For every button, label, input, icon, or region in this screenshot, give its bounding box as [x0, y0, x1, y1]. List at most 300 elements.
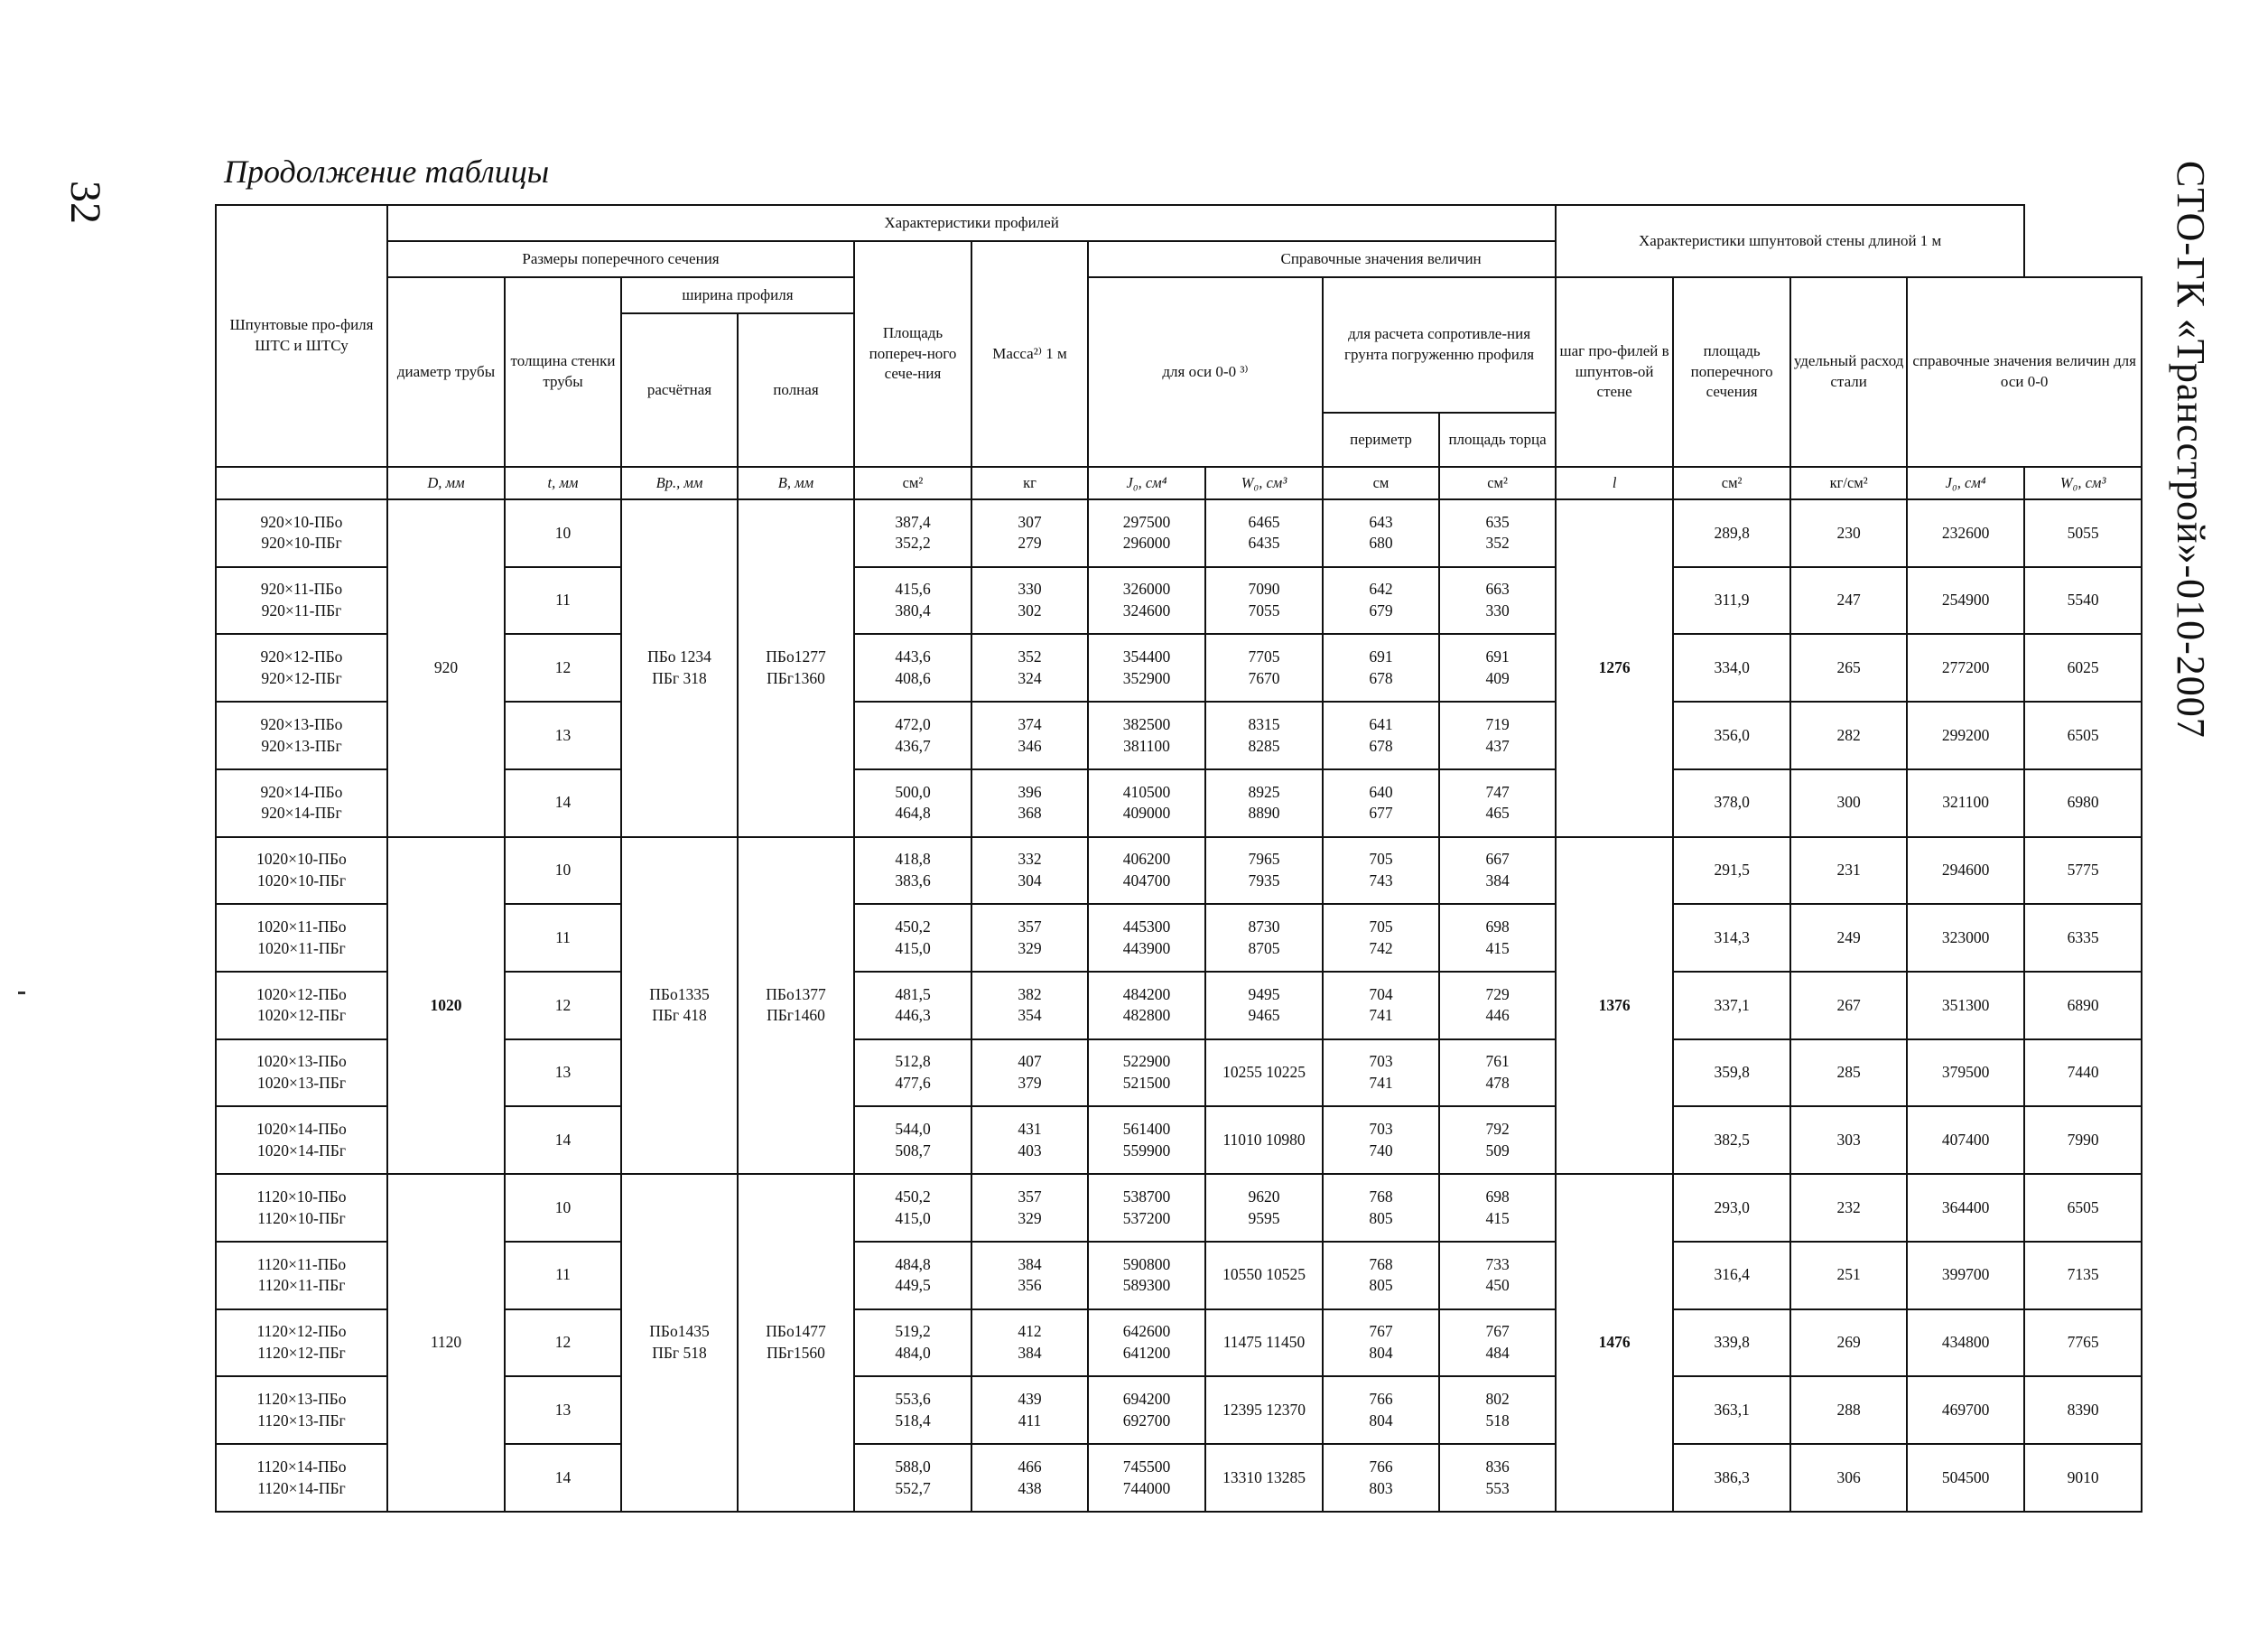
- width-calc-cell-line: ПБо 1234: [647, 647, 711, 666]
- wall-w-cell: 6505: [2024, 1174, 2142, 1242]
- mass-cell-line: 384: [1018, 1343, 1042, 1362]
- table-row: [216, 567, 2142, 635]
- mass-cell-line: 330: [1018, 580, 1042, 599]
- end-area-cell-line: 733: [1485, 1254, 1510, 1273]
- wall-area-cell: 386,3: [1673, 1444, 1790, 1512]
- table-row: [216, 1242, 2142, 1309]
- mass-cell-line: 304: [1018, 871, 1042, 889]
- steel-cell: 230: [1790, 499, 1907, 567]
- perimeter-cell-line: 768: [1369, 1254, 1393, 1273]
- width-full-cell-line: ПБо1377: [766, 984, 826, 1003]
- mass-cell: [971, 1309, 1088, 1377]
- mass-cell-line: 329: [1018, 1208, 1042, 1227]
- j-cell: [1088, 837, 1205, 905]
- mass-cell-line: 438: [1018, 1478, 1042, 1497]
- area-cell: [854, 769, 971, 837]
- perimeter-cell-line: 678: [1369, 736, 1393, 755]
- mass-cell-line: 407: [1018, 1052, 1042, 1071]
- thickness-cell: 13: [505, 702, 621, 769]
- profile-name-line: 1020×11-ПБо: [256, 917, 347, 936]
- end-area-cell: [1439, 837, 1556, 905]
- j-cell-line: 382500: [1122, 714, 1171, 733]
- perimeter-cell-line: 678: [1369, 668, 1393, 687]
- w-cell: 11010 10980: [1205, 1106, 1323, 1174]
- unit-cell: кг: [971, 467, 1088, 499]
- profile-name: [216, 1174, 387, 1242]
- table-row: [216, 1106, 2142, 1174]
- perimeter-cell: [1323, 837, 1439, 905]
- area-cell: [854, 1309, 971, 1377]
- end-area-cell-line: 478: [1485, 1074, 1510, 1093]
- w-cell: 12395 12370: [1205, 1376, 1323, 1444]
- j-cell-line: 559900: [1122, 1141, 1171, 1159]
- width-full-cell: [738, 499, 854, 837]
- j-cell: [1088, 1106, 1205, 1174]
- steel-cell: 251: [1790, 1242, 1907, 1309]
- perimeter-cell: [1323, 499, 1439, 567]
- area-cell-line: 552,7: [895, 1478, 931, 1497]
- w-cell-line: 6465: [1248, 512, 1280, 531]
- table-row: [216, 972, 2142, 1039]
- perimeter-cell-line: 767: [1369, 1322, 1393, 1341]
- perimeter-cell: [1323, 1242, 1439, 1309]
- unit-cell: Bр., мм: [621, 467, 738, 499]
- area-cell: [854, 499, 971, 567]
- mass-cell-line: 302: [1018, 601, 1042, 620]
- w-cell: [1205, 972, 1323, 1039]
- wall-w-cell: 8390: [2024, 1376, 2142, 1444]
- w-cell-line: 7705: [1248, 647, 1280, 666]
- perimeter-cell-line: 805: [1369, 1276, 1393, 1295]
- j-cell-line: 537200: [1122, 1208, 1171, 1227]
- end-area-cell-line: 698: [1485, 1187, 1510, 1206]
- w-cell-line: 8705: [1248, 938, 1280, 957]
- thickness-cell: 12: [505, 972, 621, 1039]
- j-cell: [1088, 1174, 1205, 1242]
- wall-w-cell: 7135: [2024, 1242, 2142, 1309]
- j-cell-line: 443900: [1122, 938, 1171, 957]
- j-cell-line: 326000: [1122, 580, 1171, 599]
- unit-cell: D, мм: [387, 467, 505, 499]
- end-area-cell-line: 719: [1485, 714, 1510, 733]
- page-number: 32: [61, 181, 109, 224]
- j-cell-line: 538700: [1122, 1187, 1171, 1206]
- j-cell-line: 354400: [1122, 647, 1171, 666]
- profile-name: [216, 769, 387, 837]
- profile-name-line: 1020×12-ПБо: [256, 984, 347, 1003]
- thickness-cell: 10: [505, 499, 621, 567]
- j-cell: [1088, 1444, 1205, 1512]
- wall-area-cell: 314,3: [1673, 904, 1790, 972]
- mass-cell: [971, 769, 1088, 837]
- j-cell-line: 694200: [1122, 1390, 1171, 1409]
- wall-j-cell: 294600: [1907, 837, 2024, 905]
- area-cell-line: 387,4: [895, 512, 931, 531]
- thickness-cell: 13: [505, 1376, 621, 1444]
- perimeter-cell-line: 804: [1369, 1343, 1393, 1362]
- perimeter-cell-line: 703: [1369, 1120, 1393, 1139]
- header-thickness: толщина стенки трубы: [505, 277, 621, 467]
- w-cell: [1205, 904, 1323, 972]
- steel-cell: 265: [1790, 634, 1907, 702]
- area-cell-line: 443,6: [895, 647, 931, 666]
- w-cell-line: 7090: [1248, 580, 1280, 599]
- area-cell-line: 383,6: [895, 871, 931, 889]
- end-area-cell-line: 415: [1485, 1208, 1510, 1227]
- w-cell: [1205, 499, 1323, 567]
- j-cell: [1088, 904, 1205, 972]
- profile-name-line: 1020×10-ПБг: [256, 871, 347, 889]
- steel-cell: 247: [1790, 567, 1907, 635]
- wall-j-cell: 321100: [1907, 769, 2024, 837]
- profile-name: [216, 702, 387, 769]
- mass-cell-line: 379: [1018, 1074, 1042, 1093]
- wall-j-cell: 277200: [1907, 634, 2024, 702]
- header-dimensions: Размеры поперечного сечения: [387, 241, 854, 277]
- mass-cell-line: 396: [1018, 782, 1042, 801]
- end-area-cell: [1439, 972, 1556, 1039]
- steel-cell: 249: [1790, 904, 1907, 972]
- w-cell-line: 8285: [1248, 736, 1280, 755]
- thickness-cell: 13: [505, 1039, 621, 1107]
- unit-cell: B, мм: [738, 467, 854, 499]
- j-cell-line: 410500: [1122, 782, 1171, 801]
- end-area-cell: [1439, 1242, 1556, 1309]
- table-row: [216, 1174, 2142, 1242]
- wall-area-cell: 337,1: [1673, 972, 1790, 1039]
- area-cell-line: 464,8: [895, 804, 931, 823]
- mass-cell: [971, 1039, 1088, 1107]
- width-full-cell-line: ПБг1360: [767, 668, 825, 687]
- perimeter-cell-line: 643: [1369, 512, 1393, 531]
- wall-j-cell: 379500: [1907, 1039, 2024, 1107]
- unit-cell: l: [1556, 467, 1673, 499]
- j-cell-line: 482800: [1122, 1006, 1171, 1025]
- profile-name-line: 1020×12-ПБг: [256, 1006, 347, 1025]
- width-calc-cell-line: ПБг 418: [652, 1006, 707, 1025]
- header-width-full: полная: [738, 313, 854, 467]
- w-cell: 13310 13285: [1205, 1444, 1323, 1512]
- profile-name: [216, 1106, 387, 1174]
- end-area-cell: [1439, 769, 1556, 837]
- wall-area-cell: 359,8: [1673, 1039, 1790, 1107]
- j-cell-line: 296000: [1122, 534, 1171, 553]
- area-cell-line: 508,7: [895, 1141, 931, 1159]
- j-cell-line: 352900: [1122, 668, 1171, 687]
- diameter-cell: 1020: [387, 837, 505, 1175]
- end-area-cell-line: 691: [1485, 647, 1510, 666]
- perimeter-cell: [1323, 1309, 1439, 1377]
- w-cell-line: 7965: [1248, 850, 1280, 869]
- mass-cell-line: 354: [1018, 1006, 1042, 1025]
- perimeter-cell-line: 804: [1369, 1411, 1393, 1429]
- profile-name-line: 1120×12-ПБг: [257, 1343, 346, 1362]
- steel-cell: 232: [1790, 1174, 1907, 1242]
- area-cell: [854, 634, 971, 702]
- perimeter-cell-line: 805: [1369, 1208, 1393, 1227]
- profile-name: [216, 499, 387, 567]
- area-cell-line: 415,0: [895, 938, 931, 957]
- j-cell-line: 642600: [1122, 1322, 1171, 1341]
- profile-name: [216, 972, 387, 1039]
- end-area-cell-line: 384: [1485, 871, 1510, 889]
- end-area-cell: [1439, 1039, 1556, 1107]
- wall-j-cell: 469700: [1907, 1376, 2024, 1444]
- w-cell: [1205, 837, 1323, 905]
- area-cell-line: 544,0: [895, 1120, 931, 1139]
- perimeter-cell-line: 641: [1369, 714, 1393, 733]
- mass-cell-line: 403: [1018, 1141, 1042, 1159]
- thickness-cell: 12: [505, 1309, 621, 1377]
- area-cell-line: 484,8: [895, 1254, 931, 1273]
- j-cell-line: 445300: [1122, 917, 1171, 936]
- w-cell-line: 8890: [1248, 804, 1280, 823]
- steel-cell: 231: [1790, 837, 1907, 905]
- wall-w-cell: 6890: [2024, 972, 2142, 1039]
- profile-name: [216, 1444, 387, 1512]
- area-cell-line: 588,0: [895, 1457, 931, 1476]
- perimeter-cell: [1323, 702, 1439, 769]
- j-cell: [1088, 499, 1205, 567]
- mass-cell-line: 352: [1018, 647, 1042, 666]
- j-cell: [1088, 702, 1205, 769]
- profile-name-line: 1020×13-ПБг: [256, 1074, 347, 1093]
- profile-name-line: 920×13-ПБо: [260, 714, 343, 733]
- profile-name-line: 1020×14-ПБг: [256, 1141, 347, 1159]
- steel-cell: 269: [1790, 1309, 1907, 1377]
- header-area: Площадь попереч-ного сече-ния: [854, 241, 971, 467]
- table-row: [216, 634, 2142, 702]
- area-cell-line: 436,7: [895, 736, 931, 755]
- w-cell-line: 8730: [1248, 917, 1280, 936]
- profile-name-line: 920×10-ПБг: [261, 534, 342, 553]
- header-width: ширина профиля: [621, 277, 854, 313]
- profile-name: [216, 1039, 387, 1107]
- perimeter-cell-line: 640: [1369, 782, 1393, 801]
- end-area-cell-line: 761: [1485, 1052, 1510, 1071]
- thickness-cell: 10: [505, 837, 621, 905]
- perimeter-cell-line: 741: [1369, 1074, 1393, 1093]
- width-calc-cell-line: ПБо1435: [649, 1322, 710, 1341]
- w-cell-line: 7670: [1248, 668, 1280, 687]
- perimeter-cell-line: 642: [1369, 580, 1393, 599]
- perimeter-cell-line: 741: [1369, 1006, 1393, 1025]
- thickness-cell: 11: [505, 904, 621, 972]
- mass-cell: [971, 1376, 1088, 1444]
- header-end-area: площадь торца: [1439, 413, 1556, 467]
- thickness-cell: 12: [505, 634, 621, 702]
- wall-area-cell: 293,0: [1673, 1174, 1790, 1242]
- profile-name-line: 920×14-ПБг: [261, 804, 342, 823]
- w-cell: [1205, 567, 1323, 635]
- area-cell: [854, 837, 971, 905]
- w-cell-line: 8925: [1248, 782, 1280, 801]
- header-mass: Масса²⁾ 1 м: [971, 241, 1088, 467]
- end-area-cell-line: 747: [1485, 782, 1510, 801]
- table-row: [216, 1309, 2142, 1377]
- area-cell: [854, 567, 971, 635]
- width-calc-cell: [621, 837, 738, 1175]
- header-characteristics: Характеристики профилей: [387, 205, 1556, 241]
- j-cell-line: 561400: [1122, 1120, 1171, 1139]
- perimeter-cell: [1323, 1376, 1439, 1444]
- wall-area-cell: 382,5: [1673, 1106, 1790, 1174]
- profile-name: [216, 904, 387, 972]
- j-cell-line: 521500: [1122, 1074, 1171, 1093]
- end-area-cell-line: 330: [1485, 601, 1510, 620]
- area-cell: [854, 1242, 971, 1309]
- header-reference: Справочные значения величин: [1088, 241, 1673, 277]
- table-row: [216, 702, 2142, 769]
- mass-cell-line: 374: [1018, 714, 1042, 733]
- unit-cell: кг/см²: [1790, 467, 1907, 499]
- header-profiles: Шпунтовые про-филя ШТС и ШТСу: [216, 205, 387, 467]
- scan-mark: [18, 992, 25, 994]
- end-area-cell-line: 437: [1485, 736, 1510, 755]
- step-cell: 1376: [1556, 837, 1673, 1175]
- perimeter-cell: [1323, 904, 1439, 972]
- end-area-cell-line: 663: [1485, 580, 1510, 599]
- j-cell: [1088, 1376, 1205, 1444]
- perimeter-cell-line: 680: [1369, 534, 1393, 553]
- profile-name-line: 1120×11-ПБо: [256, 1254, 347, 1273]
- area-cell-line: 512,8: [895, 1052, 931, 1071]
- area-cell-line: 415,0: [895, 1208, 931, 1227]
- thickness-cell: 14: [505, 1106, 621, 1174]
- header-perimeter: периметр: [1323, 413, 1439, 467]
- end-area-cell-line: 484: [1485, 1343, 1510, 1362]
- mass-cell-line: 382: [1018, 984, 1042, 1003]
- end-area-cell-line: 415: [1485, 938, 1510, 957]
- end-area-cell: [1439, 499, 1556, 567]
- area-cell-line: 472,0: [895, 714, 931, 733]
- wall-area-cell: 316,4: [1673, 1242, 1790, 1309]
- mass-cell: [971, 972, 1088, 1039]
- area-cell: [854, 972, 971, 1039]
- steel-cell: 282: [1790, 702, 1907, 769]
- thickness-cell: 14: [505, 769, 621, 837]
- mass-cell-line: 332: [1018, 850, 1042, 869]
- area-cell-line: 450,2: [895, 917, 931, 936]
- header-width-calc: расчётная: [621, 313, 738, 467]
- end-area-cell: [1439, 1106, 1556, 1174]
- j-cell: [1088, 1242, 1205, 1309]
- perimeter-cell: [1323, 634, 1439, 702]
- table-row: [216, 1444, 2142, 1512]
- end-area-cell: [1439, 702, 1556, 769]
- thickness-cell: 10: [505, 1174, 621, 1242]
- end-area-cell-line: 635: [1485, 512, 1510, 531]
- mass-cell-line: 329: [1018, 938, 1042, 957]
- perimeter-cell-line: 766: [1369, 1390, 1393, 1409]
- profile-name-line: 1020×11-ПБг: [257, 938, 346, 957]
- unit-cell: t, мм: [505, 467, 621, 499]
- mass-cell-line: 431: [1018, 1120, 1042, 1139]
- perimeter-cell-line: 766: [1369, 1457, 1393, 1476]
- wall-area-cell: 291,5: [1673, 837, 1790, 905]
- wall-j-cell: 323000: [1907, 904, 2024, 972]
- diameter-cell: 1120: [387, 1174, 505, 1512]
- mass-cell: [971, 634, 1088, 702]
- units-blank: [216, 467, 387, 499]
- j-cell: [1088, 567, 1205, 635]
- end-area-cell: [1439, 904, 1556, 972]
- end-area-cell: [1439, 1376, 1556, 1444]
- width-calc-cell-line: ПБо1335: [649, 984, 710, 1003]
- wall-w-cell: 6980: [2024, 769, 2142, 837]
- area-cell-line: 446,3: [895, 1006, 931, 1025]
- area-cell: [854, 904, 971, 972]
- perimeter-cell-line: 768: [1369, 1187, 1393, 1206]
- step-cell: 1476: [1556, 1174, 1673, 1512]
- steel-cell: 288: [1790, 1376, 1907, 1444]
- profile-name: [216, 634, 387, 702]
- perimeter-cell-line: 704: [1369, 984, 1393, 1003]
- width-full-cell-line: ПБг1560: [767, 1344, 825, 1363]
- profile-name-line: 1020×13-ПБо: [256, 1052, 347, 1071]
- header-wall-area: площадь поперечного сечения: [1673, 277, 1790, 467]
- end-area-cell-line: 836: [1485, 1457, 1510, 1476]
- end-area-cell-line: 792: [1485, 1120, 1510, 1139]
- w-cell-line: 9620: [1248, 1187, 1280, 1206]
- mass-cell-line: 357: [1018, 1187, 1042, 1206]
- end-area-cell: [1439, 634, 1556, 702]
- end-area-cell-line: 450: [1485, 1276, 1510, 1295]
- j-cell-line: 522900: [1122, 1052, 1171, 1071]
- wall-area-cell: 378,0: [1673, 769, 1790, 837]
- width-calc-cell-line: ПБг 318: [652, 668, 707, 687]
- perimeter-cell-line: 703: [1369, 1052, 1393, 1071]
- wall-j-cell: 232600: [1907, 499, 2024, 567]
- mass-cell-line: 439: [1018, 1390, 1042, 1409]
- perimeter-cell: [1323, 1444, 1439, 1512]
- profile-name-line: 1120×11-ПБг: [257, 1276, 346, 1295]
- table-row: [216, 769, 2142, 837]
- perimeter-cell: [1323, 769, 1439, 837]
- j-cell-line: 297500: [1122, 512, 1171, 531]
- wall-j-cell: 434800: [1907, 1309, 2024, 1377]
- profile-name-line: 920×12-ПБо: [260, 647, 343, 666]
- width-calc-cell-line: ПБг 518: [652, 1344, 707, 1363]
- area-cell-line: 415,6: [895, 580, 931, 599]
- mass-cell: [971, 702, 1088, 769]
- unit-cell: см²: [1673, 467, 1790, 499]
- end-area-cell-line: 409: [1485, 668, 1510, 687]
- area-cell: [854, 1174, 971, 1242]
- mass-cell: [971, 837, 1088, 905]
- unit-cell: W₀, см³: [2024, 467, 2142, 499]
- mass-cell-line: 411: [1018, 1411, 1042, 1429]
- mass-cell-line: 368: [1018, 804, 1042, 823]
- area-cell: [854, 1106, 971, 1174]
- profile-name-line: 920×14-ПБо: [260, 782, 343, 801]
- mass-cell-line: 466: [1018, 1457, 1042, 1476]
- wall-w-cell: 7765: [2024, 1309, 2142, 1377]
- document-code: СТО-ГК «Трансстрой»-010-2007: [2169, 161, 2213, 739]
- area-cell-line: 500,0: [895, 782, 931, 801]
- perimeter-cell-line: 677: [1369, 804, 1393, 823]
- wall-area-cell: 311,9: [1673, 567, 1790, 635]
- end-area-cell-line: 553: [1485, 1478, 1510, 1497]
- wall-j-cell: 254900: [1907, 567, 2024, 635]
- wall-w-cell: 6335: [2024, 904, 2142, 972]
- wall-j-cell: 299200: [1907, 702, 2024, 769]
- thickness-cell: 11: [505, 1242, 621, 1309]
- area-cell: [854, 1444, 971, 1512]
- profiles-table: [215, 204, 2143, 1513]
- wall-j-cell: 504500: [1907, 1444, 2024, 1512]
- mass-cell-line: 279: [1018, 534, 1042, 553]
